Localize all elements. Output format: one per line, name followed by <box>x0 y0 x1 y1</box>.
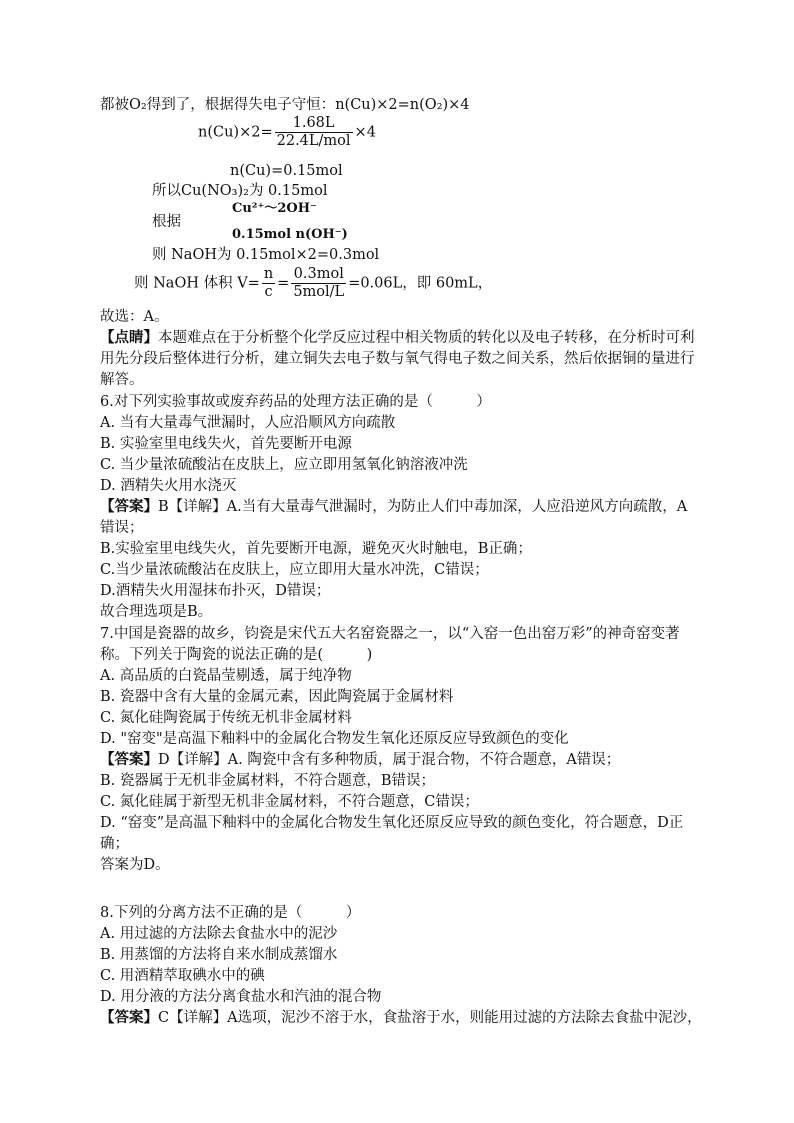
calc-line-1: 都被O₂得到了，根据得失电子守恒：n(Cu)×2=n(O₂)×4 <box>100 97 470 113</box>
q7-answer-line-3: C. 氮化硅属于新型无机非金属材料，不符合题意，C错误； <box>100 794 479 810</box>
calc-line-4: 所以Cu(NO₃)₂为 0.15mol <box>152 183 328 199</box>
calc-equation-cu <box>198 115 376 150</box>
q7-answer-line-5: 确； <box>100 836 129 852</box>
q7-option-c: C. 氮化硅陶瓷属于传统无机非金属材料 <box>100 710 352 726</box>
calc-vol-eq: = <box>277 275 290 292</box>
q7-stem-line-2: 称。下列关于陶瓷的说法正确的是( ) <box>100 647 373 663</box>
q7-option-d: D. "窑变"是高温下釉料中的金属化合物发生氧化还原反应导致颜色的变化 <box>100 731 569 747</box>
q8-option-d: D. 用分液的方法分离食盐水和汽油的混合物 <box>100 989 382 1005</box>
answer-text: D【详解】A. 陶瓷中含有多种物质，属于混合物，不符合题意，A错误； <box>158 752 621 768</box>
fraction-denominator: 5mol/L <box>293 284 345 300</box>
answer-text: C【详解】A选项，泥沙不溶于水，食盐溶于水，则能用过滤的方法除去食盐中泥沙， <box>158 1010 702 1026</box>
q7-option-a: A. 高品质的白瓷晶莹剔透，属于纯净物 <box>100 668 352 684</box>
fraction-volume-over-molar-volume <box>275 115 353 150</box>
fraction-numerator: 1.68L <box>275 115 353 133</box>
fraction-numerator: 0.3mol <box>291 266 346 284</box>
q7-answer-line-4: D. “窑变”是高温下釉料中的金属化合物发生氧化还原反应导致的颜色变化，符合题意，D正 <box>100 815 684 831</box>
answer-text: B【详解】A.当有大量毒气泄漏时，为防止人们中毒加深，人应沿逆风方向疏散，A <box>158 499 688 515</box>
q6-answer-line-2: 错误； <box>100 520 144 536</box>
q7-answer-line-6: 答案为D。 <box>100 857 170 873</box>
q7-answer-line-1 <box>100 750 620 770</box>
calc-line-3: n(Cu)=0.15mol <box>230 163 343 179</box>
q5-tip-line-1 <box>100 328 695 348</box>
fraction-amount-over-concentration <box>291 266 346 301</box>
tip-text: 本题难点在于分析整个化学反应过程中相关物质的转化以及电子转移，在分析时可利 <box>158 330 695 346</box>
calc-eq-prefix: n(Cu)×2= <box>198 124 273 141</box>
q7-answer-line-2: B. 瓷器属于无机非金属材料，不符合题意，B错误； <box>100 773 436 789</box>
q5-tip-line-3: 解答。 <box>100 372 144 388</box>
q6-answer-line-1 <box>100 497 687 517</box>
q8-stem: 8.下列的分离方法不正确的是（ ） <box>100 905 361 921</box>
q6-option-c: C. 当少量浓硫酸沾在皮肤上，应立即用氢氧化钠溶液冲洗 <box>100 457 468 473</box>
tip-tag: 【点睛】 <box>100 329 158 346</box>
fraction-numerator: n <box>263 266 274 282</box>
q6-option-d: D. 酒精失火用水浇灭 <box>100 478 237 494</box>
q7-stem-line-1: 7.中国是瓷器的故乡，钧瓷是宋代五大名窑瓷器之一，以“入窑一色出窑万彩”的神奇窑变著 <box>100 626 680 642</box>
calc-eq-suffix: ×4 <box>354 124 376 141</box>
q6-answer-line-5: D.酒精失火用湿抹布扑灭，D错误； <box>100 583 331 599</box>
calc-volume-line <box>134 266 492 301</box>
calc-vol-prefix: 则 NaOH 体积 V= <box>134 275 260 292</box>
answer-tag: 【答案】 <box>100 498 158 515</box>
fraction-n-over-c <box>262 266 275 301</box>
q6-option-b: B. 实验室里电线失火，首先要断开电源 <box>100 436 352 452</box>
q8-option-b: B. 用蒸馏的方法将自来水制成蒸馏水 <box>100 947 338 963</box>
answer-tag: 【答案】 <box>100 751 158 768</box>
q8-answer-line-1 <box>100 1008 702 1028</box>
q6-answer-line-4: C.当少量浓硫酸沾在皮肤上，应立即用大量水冲洗，C错误； <box>100 562 489 578</box>
calc-relation-bottom: 0.15mol n(OH⁻) <box>232 227 348 242</box>
calc-relation-top: Cu²⁺～2OH⁻ <box>232 201 317 216</box>
q6-stem: 6.对下列实验事故或废弃药品的处理方法正确的是（ ） <box>100 394 491 410</box>
q5-answer: 故选：A。 <box>100 309 169 325</box>
calc-vol-suffix: =0.06L，即 60mL， <box>348 275 493 292</box>
q8-option-a: A. 用过滤的方法除去食盐水中的泥沙 <box>100 926 338 942</box>
answer-tag: 【答案】 <box>100 1009 158 1026</box>
fraction-denominator: c <box>264 284 273 300</box>
calc-line-according: 根据 <box>152 214 181 230</box>
q6-option-a: A. 当有大量毒气泄漏时，人应沿顺风方向疏散 <box>100 415 396 431</box>
q7-option-b: B. 瓷器中含有大量的金属元素，因此陶瓷属于金属材料 <box>100 689 454 705</box>
calc-line-6: 则 NaOH为 0.15mol×2=0.3mol <box>152 247 380 263</box>
q8-option-c: C. 用酒精萃取碘水中的碘 <box>100 968 265 984</box>
q5-tip-line-2: 用先分段后整体进行分析，建立铜失去电子数与氧气得电子数之间关系，然后依据铜的量进行 <box>100 351 695 367</box>
q6-answer-line-6: 故合理选项是B。 <box>100 604 213 620</box>
fraction-denominator: 22.4L/mol <box>276 133 351 149</box>
q6-answer-line-3: B.实验室里电线失火，首先要断开电源，避免灭火时触电，B正确； <box>100 541 532 557</box>
